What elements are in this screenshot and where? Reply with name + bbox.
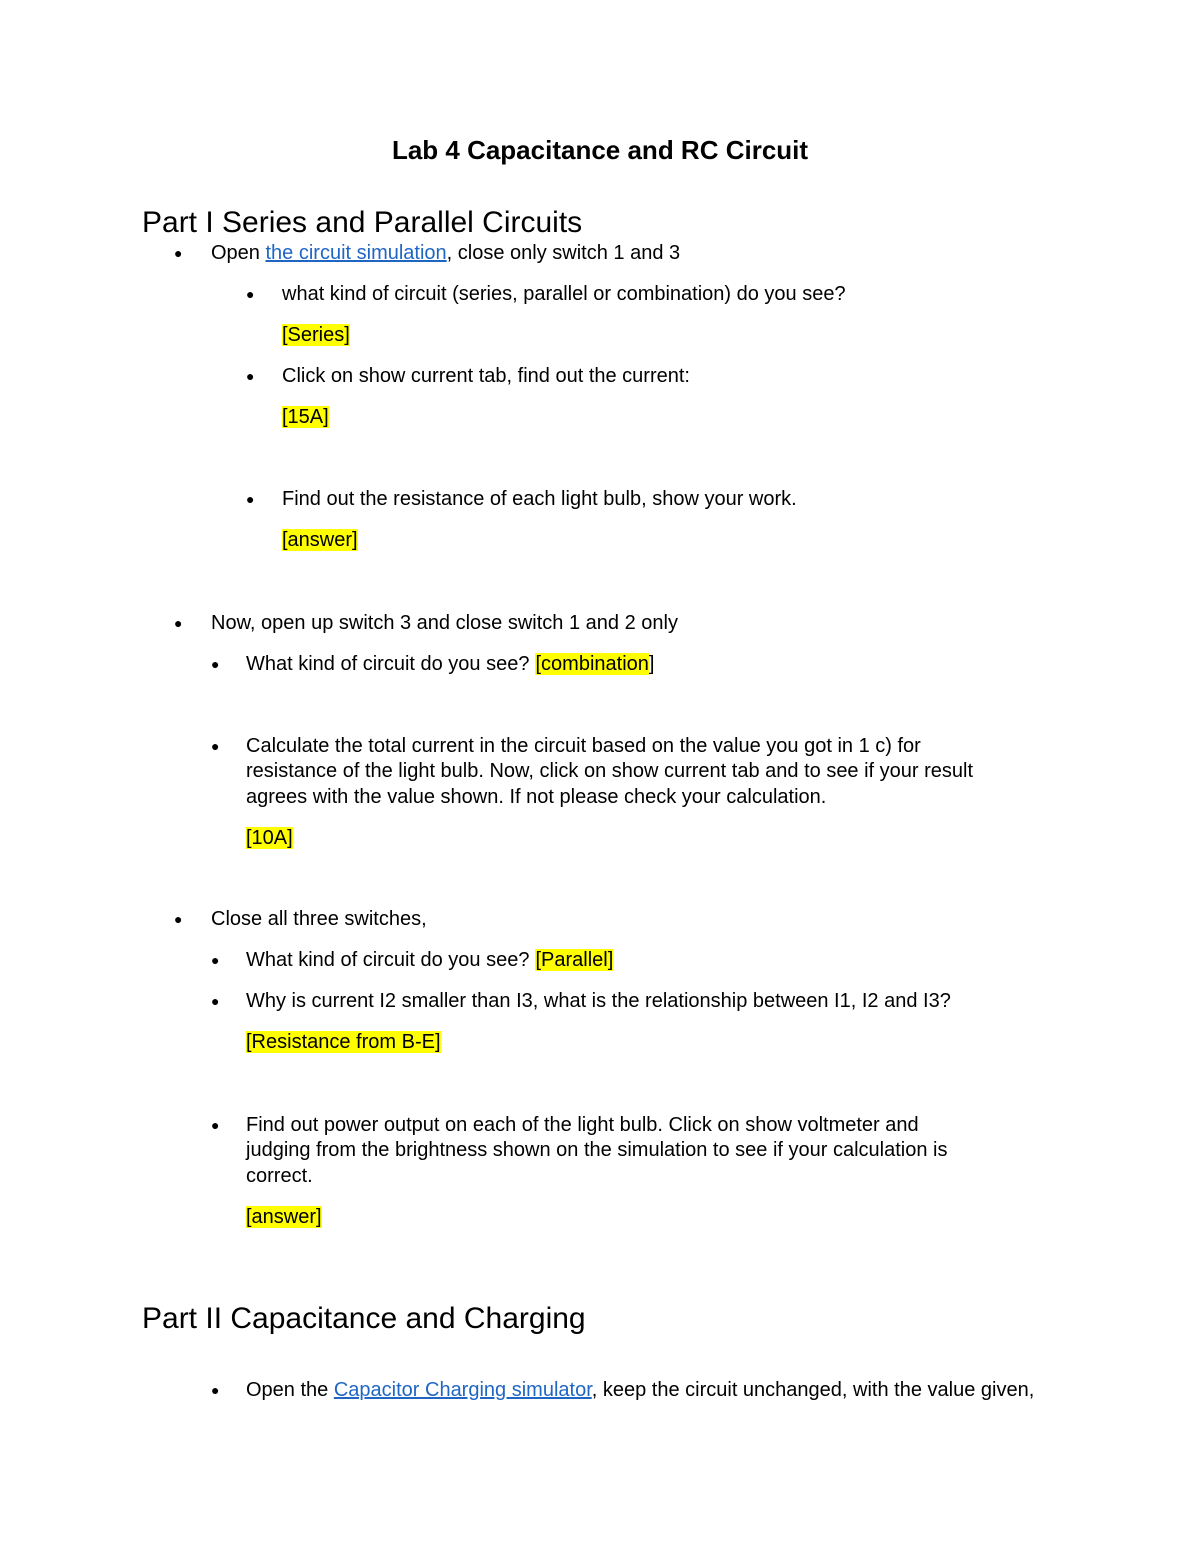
answer-bracket: ]: [648, 653, 655, 675]
bullet-icon: ●: [211, 656, 220, 672]
answer-highlight: [Parallel]: [535, 949, 614, 971]
part1-item3: Close all three switches,: [211, 908, 427, 930]
item3-answer3: [246, 1204, 322, 1230]
item2-question2-line3: agrees with the value shown. If not please check your calculation.: [246, 786, 827, 808]
bullet-icon: ●: [174, 245, 183, 261]
part1-heading: Part I Series and Parallel Circuits: [142, 206, 583, 239]
part1-item2: Now, open up switch 3 and close switch 1 and 2 only: [211, 612, 678, 634]
item1-answer2: [282, 404, 329, 430]
item3-q1-text: What kind of circuit do you see?: [246, 949, 530, 971]
item1-question1: what kind of circuit (series, parallel or combination) do you see?: [282, 283, 846, 305]
answer-highlight: [15A]: [282, 406, 329, 428]
part2-item1: [246, 1377, 1034, 1403]
bullet-icon: ●: [211, 1117, 220, 1133]
part1-item1: [211, 240, 680, 266]
item2-question1: [246, 651, 654, 677]
answer-highlight: [answer]: [282, 529, 358, 551]
part2-item1-post: , keep the circuit unchanged, with the value given,: [591, 1379, 1035, 1401]
answer-highlight: [Series]: [282, 324, 350, 346]
bullet-icon: ●: [246, 368, 255, 384]
item3-answer2: [246, 1029, 441, 1055]
item2-question2-line2: resistance of the light bulb. Now, click on show current tab and to see if your result: [246, 760, 974, 782]
item1-question3: Find out the resistance of each light bulb, show your work.: [282, 488, 797, 510]
document-title: Lab 4 Capacitance and RC Circuit: [391, 135, 809, 165]
bullet-icon: ●: [246, 491, 255, 507]
item1-post: , close only switch 1 and 3: [446, 242, 681, 264]
answer-highlight: [combination: [535, 653, 649, 675]
answer-highlight: [10A]: [246, 827, 293, 849]
circuit-simulation-link[interactable]: the circuit simulation: [265, 242, 447, 264]
item1-answer3: [282, 527, 358, 553]
item3-question3-line3: correct.: [246, 1165, 313, 1187]
answer-highlight: [answer]: [246, 1206, 322, 1228]
item3-question1: [246, 947, 613, 973]
answer-highlight: [Resistance from B-E]: [246, 1031, 441, 1053]
bullet-icon: ●: [211, 952, 220, 968]
item3-question3-line1: Find out power output on each of the light bulb. Click on show voltmeter and: [246, 1114, 919, 1136]
item3-question3-line2: judging from the brightness shown on the simulation to see if your calculation is: [246, 1139, 948, 1161]
bullet-icon: ●: [174, 911, 183, 927]
item1-answer1: [282, 322, 350, 348]
bullet-icon: ●: [246, 286, 255, 302]
bullet-icon: ●: [211, 738, 220, 754]
bullet-icon: ●: [174, 615, 183, 631]
part2-item1-pre: Open the: [246, 1379, 334, 1401]
item1-pre: Open: [211, 242, 266, 264]
item2-question2-line1: Calculate the total current in the circuit based on the value you got in 1 c) for: [246, 735, 921, 757]
item2-q1-text: What kind of circuit do you see?: [246, 653, 530, 675]
item2-answer2: [246, 825, 293, 851]
item3-question2: Why is current I2 smaller than I3, what is the relationship between I1, I2 and I3?: [246, 990, 951, 1012]
bullet-icon: ●: [211, 1382, 220, 1398]
bullet-icon: ●: [211, 993, 220, 1009]
capacitor-charging-simulator-link[interactable]: Capacitor Charging simulator: [333, 1379, 592, 1401]
item1-question2: Click on show current tab, find out the current:: [282, 365, 690, 387]
part2-heading: Part II Capacitance and Charging: [142, 1302, 586, 1335]
